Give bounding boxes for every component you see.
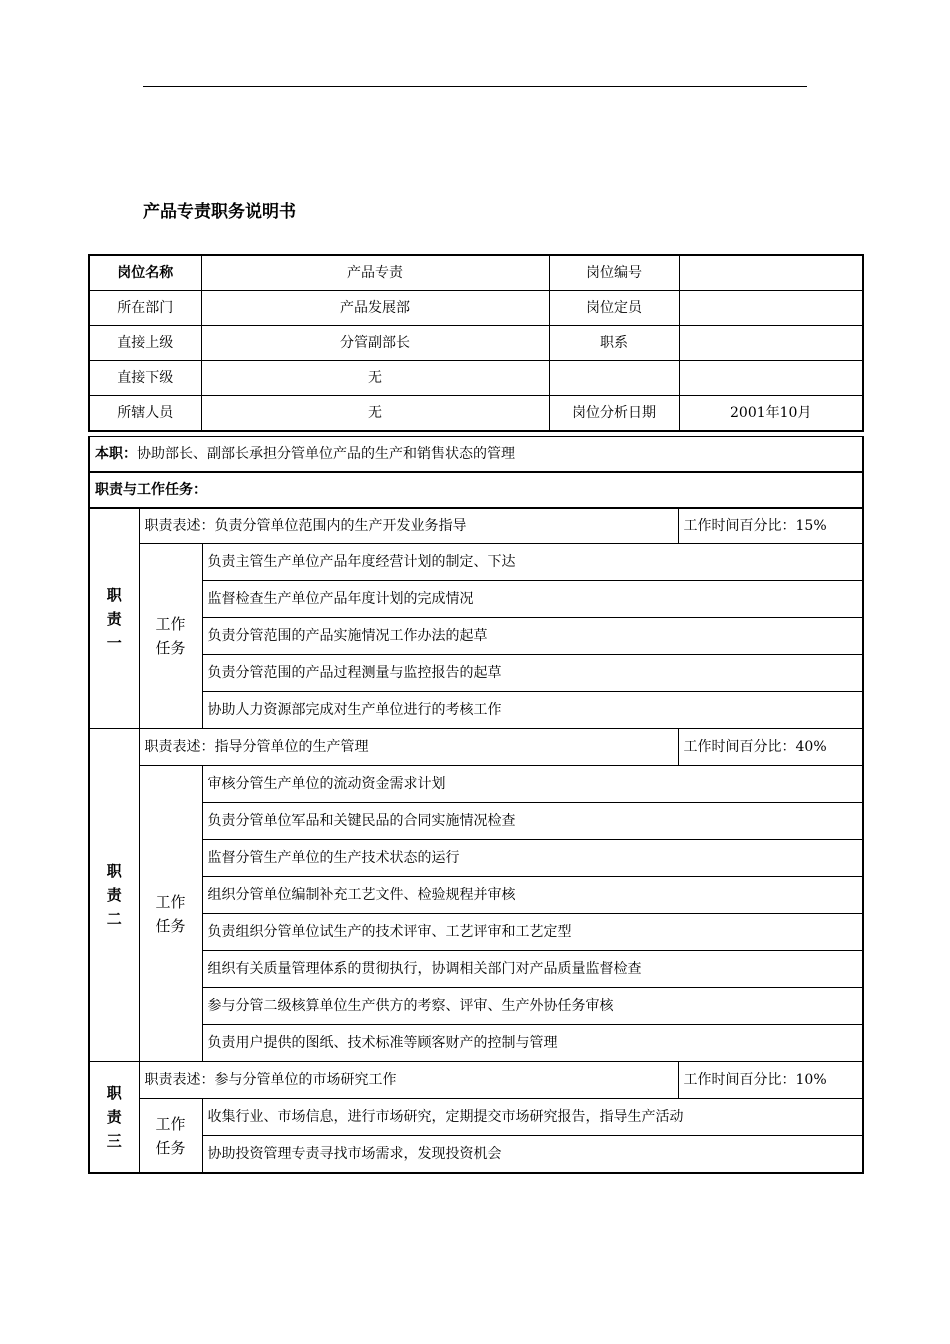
subordinate-label: 直接下级 [89,361,201,396]
subordinate-value: 无 [201,361,549,396]
empty-cell [549,361,679,396]
task-item: 协助人力资源部完成对生产单位进行的考核工作 [202,692,863,729]
task-item: 组织有关质量管理体系的贯彻执行，协调相关部门对产品质量监督检查 [202,951,863,988]
task-item: 负责主管生产单位产品年度经营计划的制定、下达 [202,544,863,581]
duties-header: 职责与工作任务： [89,472,863,508]
tasks-label: 工作 任务 [139,544,202,729]
position-name-label: 岗位名称 [89,255,201,291]
tasks-label: 工作 任务 [139,766,202,1062]
task-item: 协助投资管理专责寻找市场需求，发现投资机会 [202,1136,863,1174]
duty-description: 职责表述：参与分管单位的市场研究工作 [139,1062,678,1099]
managed-value: 无 [201,396,549,432]
tasks-label: 工作 任务 [139,1099,202,1174]
analysis-date-value: 2001年10月 [679,396,863,432]
position-code-value [679,255,863,291]
task-item: 参与分管二级核算单位生产供方的考察、评审、生产外协任务审核 [202,988,863,1025]
task-item: 负责分管范围的产品过程测量与监控报告的起草 [202,655,863,692]
duties-table [88,508,864,1174]
duty-name: 职 责 二 [89,729,139,1062]
document-title: 产品专责职务说明书 [143,202,296,222]
headcount-label: 岗位定员 [549,291,679,326]
managed-label: 所辖人员 [89,396,201,432]
task-item: 负责组织分管单位试生产的技术评审、工艺评审和工艺定型 [202,914,863,951]
superior-value: 分管副部长 [201,326,549,361]
job-family-value [679,326,863,361]
duty-name: 职 责 三 [89,1062,139,1174]
superior-label: 直接上级 [89,326,201,361]
basic-info-table [88,254,864,432]
duty-name: 职 责 一 [89,509,139,729]
job-family-label: 职系 [549,326,679,361]
task-item: 组织分管单位编制补充工艺文件、检验规程并审核 [202,877,863,914]
task-item: 负责分管单位军品和关键民品的合同实施情况检查 [202,803,863,840]
duty-description: 职责表述：指导分管单位的生产管理 [139,729,678,766]
analysis-date-label: 岗位分析日期 [549,396,679,432]
empty-cell [679,361,863,396]
core-duty-label: 本职： [95,445,137,462]
task-item: 收集行业、市场信息，进行市场研究，定期提交市场研究报告，指导生产活动 [202,1099,863,1136]
headcount-value [679,291,863,326]
task-item: 负责分管范围的产品实施情况工作办法的起草 [202,618,863,655]
duty-description: 职责表述：负责分管单位范围内的生产开发业务指导 [139,509,678,544]
task-item: 监督分管生产单位的生产技术状态的运行 [202,840,863,877]
core-duty-table [88,436,864,508]
department-value: 产品发展部 [201,291,549,326]
core-duty-row [89,437,863,473]
department-label: 所在部门 [89,291,201,326]
task-item: 审核分管生产单位的流动资金需求计划 [202,766,863,803]
position-code-label: 岗位编号 [549,255,679,291]
position-name-value: 产品专责 [201,255,549,291]
core-duty-text: 协助部长、副部长承担分管单位产品的生产和销售状态的管理 [137,445,515,462]
task-item: 监督检查生产单位产品年度计划的完成情况 [202,581,863,618]
header-rule [143,86,807,87]
task-item: 负责用户提供的图纸、技术标准等顾客财产的控制与管理 [202,1025,863,1062]
duty-time-percentage: 工作时间百分比：40% [678,729,863,766]
duty-time-percentage: 工作时间百分比：15% [678,509,863,544]
duty-time-percentage: 工作时间百分比：10% [678,1062,863,1099]
